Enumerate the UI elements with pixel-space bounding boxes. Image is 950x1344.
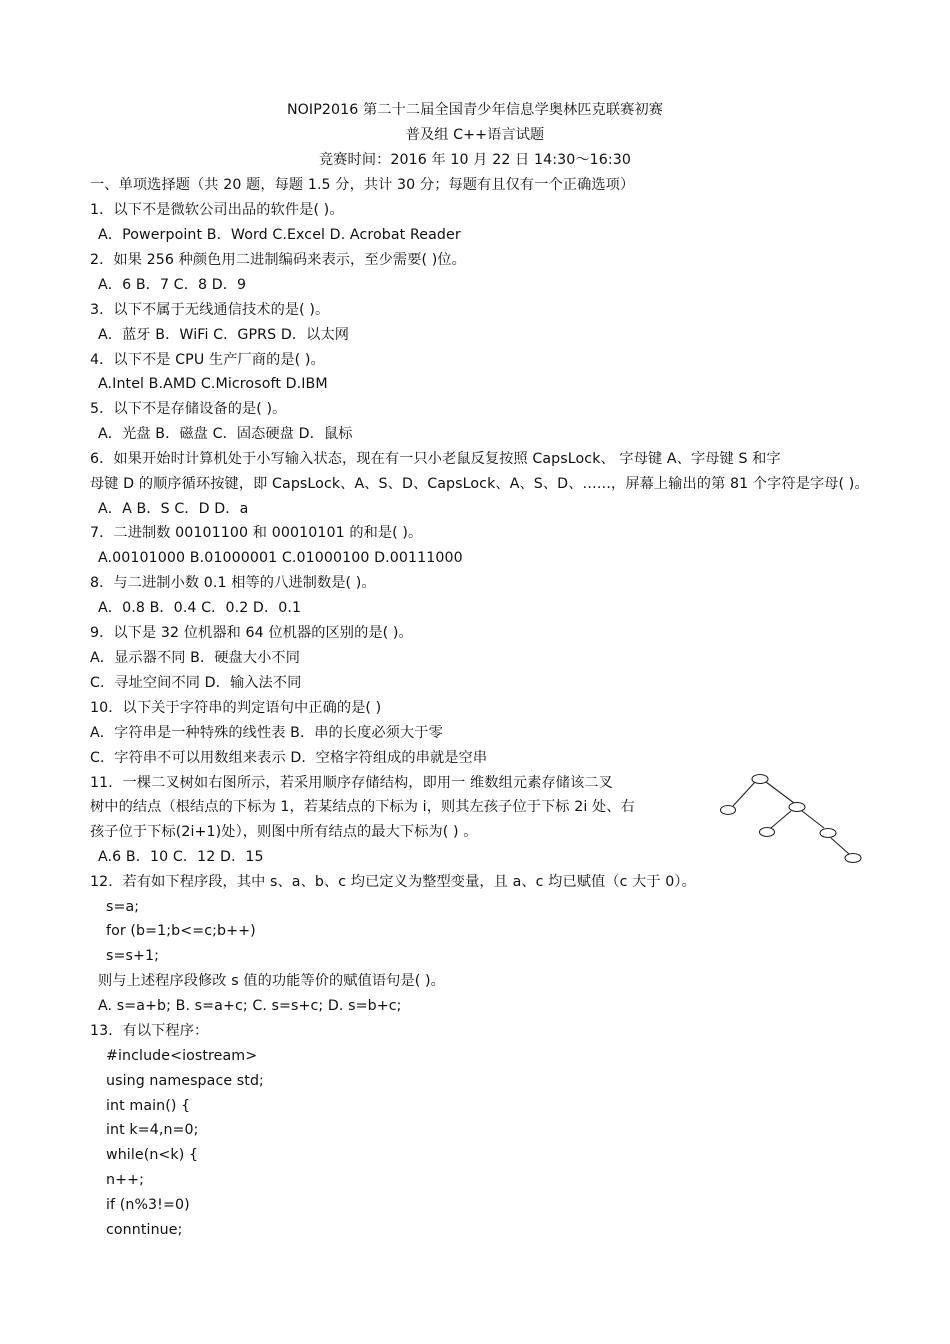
tree-edge (771, 811, 791, 828)
code-line: n++; (106, 1172, 144, 1188)
question-11-line-2: 树中的结点（根结点的下标为 1，若某结点的下标为 i，则其左孩子位于下标 2i 处、右 (90, 799, 635, 815)
question-9-options-ab: A．显示器不同 B．硬盘大小不同 (90, 650, 300, 666)
question-11-options: A.6 B．10 C．12 D．15 (98, 849, 264, 865)
question-12-follow: 则与上述程序段修改 s 值的功能等价的赋值语句是( )。 (98, 973, 445, 989)
section-heading: 一、单项选择题（共 20 题，每题 1.5 分，共计 30 分；每题有且仅有一个正确选项） (90, 177, 635, 193)
question-6-line-2: 母键 D 的顺序循环按键，即 CapsLock、A、S、D、CapsLock、A、S、D、……，屏幕上输出的第 81 个字符是字母( )。 (90, 476, 869, 492)
tree-edge (831, 838, 849, 854)
exam-time: 竞赛时间：2016 年 10 月 22 日 14:30～16:30 (318, 152, 632, 168)
question-11-line-3: 孩子位于下标(2i+1)处），则图中所有结点的最大下标为( ) 。 (90, 824, 478, 840)
question-9-options-cd: C．寻址空间不同 D．输入法不同 (90, 675, 302, 691)
question-7-options: A.00101000 B.01000001 C.01000100 D.00111000 (98, 550, 463, 566)
question-3-options: A．蓝牙 B．WiFi C．GPRS D．以太网 (98, 327, 350, 343)
question-1: 1．以下不是微软公司出品的软件是( )。 (90, 202, 344, 218)
exam-subtitle: 普及组 C++语言试题 (405, 127, 545, 143)
code-line: conntinue; (106, 1222, 183, 1238)
code-line: using namespace std; (106, 1073, 264, 1089)
tree-edge (766, 782, 794, 803)
question-12-options: A. s=a+b; B. s=a+c; C. s=s+c; D. s=b+c; (98, 998, 402, 1014)
tree-node (845, 854, 861, 863)
tree-node (820, 829, 836, 838)
question-6-options: A．A B．S C．D D．a (98, 501, 249, 517)
question-9: 9．以下是 32 位机器和 64 位机器的区别的是( )。 (90, 625, 413, 641)
question-2-options: A．6 B．7 C．8 D．9 (98, 277, 247, 293)
tree-node-root (752, 775, 768, 784)
code-line: #include<iostream> (106, 1048, 258, 1064)
tree-node (760, 828, 775, 837)
question-5: 5．以下不是存储设备的是( )。 (90, 401, 287, 417)
question-4-options: A.Intel B.AMD C.Microsoft D.IBM (98, 376, 328, 392)
code-line: for (b=1;b<=c;b++) (106, 923, 256, 939)
question-2: 2．如果 256 种颜色用二进制编码来表示，至少需要( )位。 (90, 252, 466, 268)
code-line: while(n<k) { (106, 1147, 199, 1163)
question-10-options-cd: C．字符串不可以用数组来表示 D．空格字符组成的串就是空串 (90, 750, 488, 766)
question-8-options: A．0.8 B．0.4 C．0.2 D．0.1 (98, 600, 302, 616)
code-line: s=s+1; (106, 948, 159, 964)
question-7: 7．二进制数 00101100 和 00010101 的和是( )。 (90, 525, 423, 541)
question-4: 4．以下不是 CPU 生产厂商的是( )。 (90, 352, 325, 368)
binary-tree-figure (700, 768, 870, 868)
question-3: 3．以下不属于无线通信技术的是( )。 (90, 302, 330, 318)
tree-edge (802, 811, 824, 828)
question-8: 8．与二进制小数 0.1 相等的八进制数是( )。 (90, 575, 376, 591)
exam-title: NOIP2016 第二十二届全国青少年信息学奥林匹克联赛初赛 (286, 102, 664, 118)
code-line: int main() { (106, 1098, 191, 1114)
tree-node (789, 803, 805, 812)
question-10: 10．以下关于字符串的判定语句中正确的是( ) (90, 700, 382, 716)
question-11-line-1: 11．一棵二叉树如右图所示，若采用顺序存储结构，即用一 维数组元素存储该二叉 (90, 775, 613, 791)
question-13: 13．有以下程序： (90, 1023, 209, 1039)
question-6-line-1: 6．如果开始时计算机处于小写输入状态，现在有一只小老鼠反复按照 CapsLock、 字母键 A、字母键 S 和字 (90, 451, 781, 467)
question-10-options-ab: A．字符串是一种特殊的线性表 B．串的长度必须大于零 (90, 725, 443, 741)
code-line: if (n%3!=0) (106, 1197, 190, 1213)
question-12: 12．若有如下程序段，其中 s、a、b、c 均已定义为整型变量，且 a、c 均已赋值（c 大于 0）。 (90, 874, 696, 890)
code-line: s=a; (106, 899, 140, 915)
code-line: int k=4,n=0; (106, 1122, 199, 1138)
question-5-options: A．光盘 B．磁盘 C．固态硬盘 D．鼠标 (98, 426, 353, 442)
tree-node (721, 806, 736, 815)
question-1-options: A．Powerpoint B．Word C.Excel D. Acrobat Reader (98, 227, 461, 243)
tree-edge (733, 782, 755, 806)
